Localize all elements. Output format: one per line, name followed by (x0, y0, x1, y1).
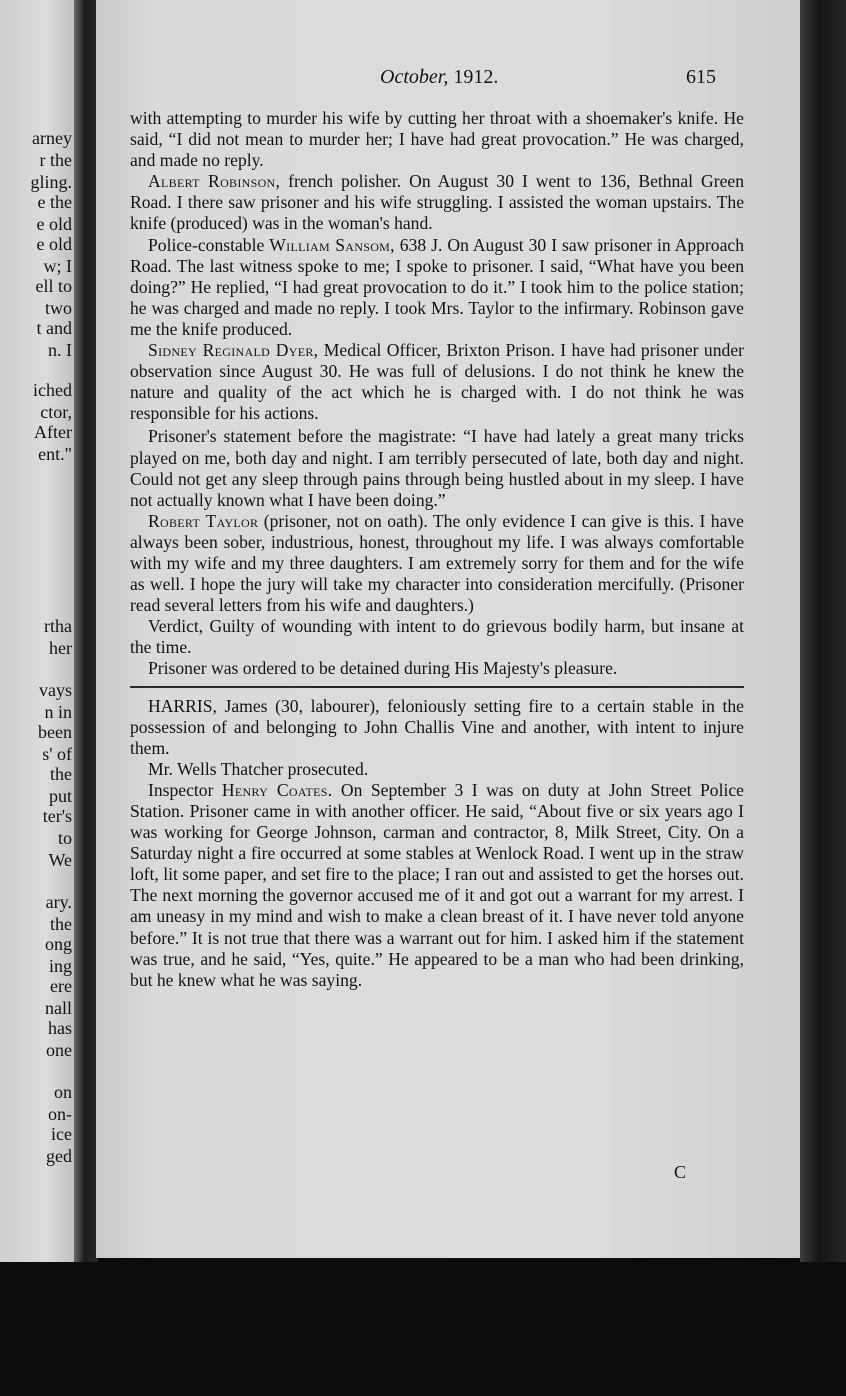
left-page-fragment: on- (48, 1104, 72, 1124)
left-page-fragment: After (34, 422, 72, 442)
left-page-fragment: t and (36, 318, 72, 338)
witness-title: Police-constable (148, 234, 270, 255)
left-page-fragment: on (54, 1082, 72, 1102)
left-page-fragment: r the (39, 150, 72, 170)
testimony-text: (prisoner, not on oath). The only evidence I can give is this. I have always been sober, industrious, honest, throughout my life. I was always comfortable with my wife and my three daughters. I am extremely sorry for them and for the wife as well. I hope the jury will take my character into consideration mercifully. (Prisoner read several letters from his wife and daughters.) (130, 510, 744, 616)
left-page-fragment: ing (48, 956, 72, 976)
page-number: 615 (686, 66, 716, 88)
left-page-fragment: the (50, 764, 72, 784)
left-page-fragment: e the (37, 192, 72, 212)
left-page-fragment: ary. (45, 892, 72, 912)
witness-title: Inspector (148, 779, 222, 800)
section-divider (130, 686, 744, 688)
paragraph-taylor-testimony (130, 511, 744, 616)
paragraph-robinson-testimony (130, 171, 744, 234)
left-page-fragment: arney (32, 128, 72, 148)
paragraph-verdict: Verdict, Guilty of wounding with intent to do grievous bodily harm, but insane at the time. (130, 616, 744, 658)
paragraph-continuation: with attempting to murder his wife by cutting her throat with a shoemaker's knife. He said, “I did not mean to murder her; I have had great provocation.” He was charged, and made no reply. (130, 108, 744, 171)
left-page-fragment: her (49, 638, 72, 658)
header-year: 1912. (453, 66, 499, 88)
left-page-fragment: been (38, 722, 72, 742)
paragraph-sansom-testimony (130, 235, 744, 340)
signature-mark: C (674, 1162, 687, 1182)
testimony-text: Medical Officer, Brixton Prison. I have had prisoner under observation since August 30. He was full of delusions. I do not think he knew the nature and quality of the act which he is charged with. I do not think he was responsible for his actions. (130, 340, 744, 424)
witness-name: William Sansom, (269, 234, 395, 255)
testimony-text: 638 J. On August 30 I saw prisoner in Approach Road. The last witness spoke to me; I spoke to prisoner. I said, “What have you been doing?” He replied, “I had great provocation to do it.” I took him to the police station; he was charged and made no reply. I took Mrs. Taylor to the infirmary. Robinson gave me the knife produced. (130, 234, 744, 339)
witness-name: Robert Taylor (148, 510, 259, 531)
left-page-fragment: one (46, 1040, 72, 1060)
paragraph-prosecution: Mr. Wells Thatcher prosecuted. (148, 758, 369, 779)
left-page-fragment: ter's (42, 806, 72, 826)
page-body (130, 108, 744, 991)
left-page-fragment: ged (46, 1146, 72, 1166)
book-gutter (74, 0, 98, 1262)
left-page-fragment: ong (45, 934, 72, 954)
witness-name: Sidney Reginald Dyer, (148, 340, 319, 361)
left-page-fragment: ice (51, 1124, 72, 1144)
left-page-fragment: the (50, 914, 72, 934)
testimony-text: On September 3 I was on duty at John Street Police Station. Prisoner came in with another officer. He said, “About five or six years ago I was working for George Johnson, carman and contractor, 8, Milk Street, City. On a Saturday night a fire occurred at some stables at Wenlock Road. I went up in the straw loft, lit some paper, and set fire to the place; I ran out and assisted to get the horses out. The next morning the governor accused me of it and got out a warrant for my arrest. I am uneasy in my mind and wish to make a clean breast of it. I have never told anyone before.” It is not true that there was a warrant out for him. I asked him if the statement was true, and he said, “Yes, quite.” He appeared to be a man who had been drinking, but he knew what he was saying. (130, 779, 744, 990)
witness-name: Henry Coates. (221, 779, 333, 800)
left-page-fragment: We (48, 850, 72, 870)
left-page-fragment: gling. (30, 172, 72, 192)
left-page-fragment: iched (33, 380, 72, 400)
paragraph-prisoner-statement: Prisoner's statement before the magistrate: “I have had lately a great many tricks played on me, both day and night. I am terribly persecuted of late, both day and night. Could not get any sleep through pains through being hustled about in my sleep. I have not actually known what I have been doing.” (130, 426, 744, 510)
left-page-fragment: nall (45, 998, 72, 1018)
running-header (96, 66, 800, 98)
left-page-fragment: n in (44, 702, 72, 722)
paragraph-dyer-testimony (130, 340, 744, 424)
left-page-fragment: rtha (44, 616, 72, 636)
left-page-fragment: w; I (43, 256, 72, 276)
paragraph-coates-testimony (130, 780, 744, 991)
left-page-fragment: has (48, 1018, 72, 1038)
left-page-fragment: two (45, 298, 72, 318)
paragraph-harris-charge: HARRIS, James (30, labourer), feloniously setting fire to a certain stable in the possession of and belonging to John Challis Vine and another, with intent to injure them. (130, 695, 744, 758)
scan-bottom-band (0, 1262, 846, 1396)
left-page-fragment: n. I (48, 340, 72, 360)
testimony-text: french polisher. On August 30 I went to 136, Bethnal Green Road. I there saw prisoner and his wife struggling. I assisted the woman upstairs. The knife (produced) was in the woman's hand. (130, 171, 744, 234)
left-page-fragment: ent." (38, 444, 72, 464)
left-page-fragment: e old (36, 214, 72, 234)
left-page-fragment: e old (36, 234, 72, 254)
left-page-fragment: vays (39, 680, 72, 700)
left-page-fragment: to (57, 828, 72, 848)
paragraph-sentence: Prisoner was ordered to be detained during His Majesty's pleasure. (148, 658, 618, 679)
left-page-fragment: s' of (42, 744, 72, 764)
left-page-fragment: ell to (35, 276, 72, 296)
page-right-edge (800, 0, 846, 1396)
header-month: October, (380, 66, 449, 88)
witness-name: Albert Robinson, (148, 171, 281, 192)
left-page-fragment: put (48, 786, 72, 806)
header-date (380, 66, 498, 89)
left-page-edge (0, 0, 78, 1262)
left-page-fragment: ere (50, 976, 72, 996)
left-page-fragment: ctor, (40, 402, 72, 422)
